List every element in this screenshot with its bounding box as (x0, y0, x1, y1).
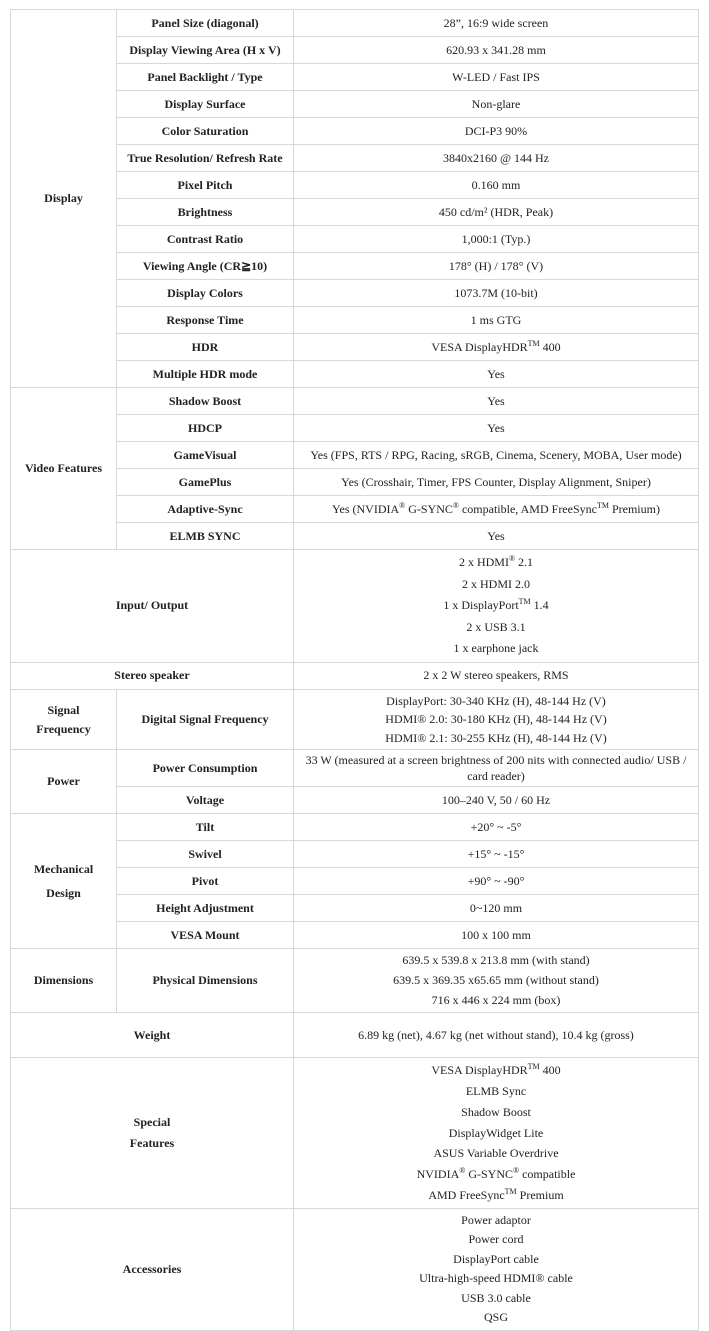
spec-value: 620.93 x 341.28 mm (294, 37, 699, 64)
spec-name: Height Adjustment (117, 895, 294, 922)
spec-value (294, 550, 699, 663)
spec-name: Viewing Angle (CR≧10) (117, 253, 294, 280)
spec-name: Voltage (117, 787, 294, 814)
spec-name: VESA Mount (117, 922, 294, 949)
value-text: VESA DisplayHDR (431, 339, 528, 354)
spec-name: Swivel (117, 841, 294, 868)
category-mechanical-design: Mechanical Design (11, 814, 117, 949)
spec-name: HDCP (117, 415, 294, 442)
spec-name: Display Surface (117, 91, 294, 118)
spec-name: Display Viewing Area (H x V) (117, 37, 294, 64)
spec-value: 6.89 kg (net), 4.67 kg (net without stand), 10.4 kg (gross) (294, 1013, 699, 1058)
table-row (11, 750, 699, 787)
category-special-features: Special Features (11, 1058, 294, 1209)
value-text: Yes (NVIDIA (332, 501, 400, 516)
spec-value (294, 689, 699, 750)
spec-value: Non-glare (294, 91, 699, 118)
spec-name: Pixel Pitch (117, 172, 294, 199)
trademark-mark: TM (504, 1187, 517, 1197)
registered-mark: ® (513, 1166, 520, 1176)
category-display: Display (11, 10, 117, 388)
spec-name: Response Time (117, 307, 294, 334)
spec-value: 0.160 mm (294, 172, 699, 199)
category-video-features: Video Features (11, 388, 117, 550)
value-line: Power adaptor (461, 1212, 531, 1227)
spec-value: 178° (H) / 178° (V) (294, 253, 699, 280)
category-stereo-speaker: Stereo speaker (11, 662, 294, 689)
table-row (11, 1013, 699, 1058)
spec-name: GameVisual (117, 442, 294, 469)
spec-value: 100–240 V, 50 / 60 Hz (294, 787, 699, 814)
spec-name: GamePlus (117, 469, 294, 496)
value-line: DisplayPort cable (453, 1251, 539, 1266)
spec-value: +15° ~ -15° (294, 841, 699, 868)
spec-value: +20° ~ -5° (294, 814, 699, 841)
table-row (11, 1058, 699, 1209)
spec-name: Panel Backlight / Type (117, 64, 294, 91)
spec-value: 28”, 16:9 wide screen (294, 10, 699, 37)
spec-value: 100 x 100 mm (294, 922, 699, 949)
value-line: Ultra-high-speed HDMI® cable (419, 1271, 573, 1286)
value-line: Power cord (468, 1232, 524, 1247)
spec-name: HDR (117, 334, 294, 361)
value-line: 2 x HDMI® 2.1 (458, 554, 534, 569)
category-input-output: Input/ Output (11, 550, 294, 663)
table-row (11, 10, 699, 37)
spec-value: DCI-P3 90% (294, 118, 699, 145)
spec-value: Yes (294, 523, 699, 550)
value-text: compatible, AMD FreeSync (458, 501, 597, 516)
spec-name: True Resolution/ Refresh Rate (117, 145, 294, 172)
value-line: 716 x 446 x 224 mm (box) (431, 992, 561, 1007)
spec-name: Shadow Boost (117, 388, 294, 415)
value-text: Premium) (608, 501, 660, 516)
value-line: QSG (483, 1310, 508, 1325)
trademark-mark: TM (596, 500, 609, 510)
value-line: 1 x earphone jack (453, 641, 539, 656)
category-accessories: Accessories (11, 1208, 294, 1330)
category-signal-frequency: Signal Frequency (11, 689, 117, 750)
value-line: HDMI® 2.0: 30-180 KHz (H), 48-144 Hz (V) (385, 712, 607, 727)
registered-mark: ® (452, 500, 459, 510)
spec-value: Yes (294, 415, 699, 442)
value-line: DisplayPort: 30-340 KHz (H), 48-144 Hz (V) (386, 693, 606, 708)
category-weight: Weight (11, 1013, 294, 1058)
spec-name: Brightness (117, 199, 294, 226)
spec-value: Yes (294, 361, 699, 388)
category-dimensions: Dimensions (11, 949, 117, 1013)
value-line: 2 x HDMI 2.0 (462, 576, 530, 591)
registered-mark: ® (459, 1166, 466, 1176)
spec-value: 3840x2160 @ 144 Hz (294, 145, 699, 172)
spec-table (10, 9, 699, 1331)
spec-name: Display Colors (117, 280, 294, 307)
value-line: USB 3.0 cable (461, 1290, 531, 1305)
spec-value: Yes (294, 388, 699, 415)
value-line: HDMI® 2.1: 30-255 KHz (H), 48-144 Hz (V) (385, 730, 607, 745)
spec-value: 1,000:1 (Typ.) (294, 226, 699, 253)
value-line: ASUS Variable Overdrive (433, 1146, 559, 1161)
spec-value (294, 334, 699, 361)
spec-name: Adaptive-Sync (117, 496, 294, 523)
spec-name: Pivot (117, 868, 294, 895)
registered-mark: ® (508, 554, 516, 563)
table-row (11, 388, 699, 415)
spec-name: Power Consumption (117, 750, 294, 787)
spec-name: Tilt (117, 814, 294, 841)
trademark-mark: TM (527, 1062, 540, 1072)
value-line: NVIDIA® G-SYNC® compatible (416, 1166, 576, 1182)
table-row (11, 689, 699, 750)
value-line: 639.5 x 369.35 x65.65 mm (without stand) (393, 973, 599, 988)
table-row (11, 814, 699, 841)
spec-value: 2 x 2 W stereo speakers, RMS (294, 662, 699, 689)
spec-value (294, 1058, 699, 1209)
trademark-mark: TM (527, 338, 540, 348)
value-line: VESA DisplayHDR™ 400 (431, 1062, 561, 1078)
spec-value: Yes (FPS, RTS / RPG, Racing, sRGB, Cinema, Scenery, MOBA, User mode) (294, 442, 699, 469)
value-line: 1 x DisplayPort™ 1.4 (443, 597, 549, 613)
spec-value: W-LED / Fast IPS (294, 64, 699, 91)
spec-name: Color Saturation (117, 118, 294, 145)
spec-value (294, 949, 699, 1013)
spec-value (294, 1208, 699, 1330)
spec-name: Multiple HDR mode (117, 361, 294, 388)
spec-name: ELMB SYNC (117, 523, 294, 550)
table-row (11, 949, 699, 1013)
category-power: Power (11, 750, 117, 814)
spec-value: 33 W (measured at a screen brightness of 200 nits with connected audio/ USB / card reader) (294, 750, 699, 787)
spec-value: 0~120 mm (294, 895, 699, 922)
spec-value (294, 496, 699, 523)
value-line: AMD FreeSync™ Premium (428, 1187, 564, 1203)
spec-name: Digital Signal Frequency (117, 689, 294, 750)
spec-value: +90° ~ -90° (294, 868, 699, 895)
value-line: ELMB Sync (465, 1084, 527, 1099)
registered-mark: ® (399, 500, 406, 510)
value-line: DisplayWidget Lite (448, 1125, 544, 1140)
value-line: Shadow Boost (461, 1104, 531, 1119)
spec-name: Physical Dimensions (117, 949, 294, 1013)
spec-name: Panel Size (diagonal) (117, 10, 294, 37)
value-line: 2 x USB 3.1 (466, 619, 526, 634)
table-row (11, 662, 699, 689)
spec-name: Contrast Ratio (117, 226, 294, 253)
table-row (11, 550, 699, 663)
value-line: 639.5 x 539.8 x 213.8 mm (with stand) (402, 953, 590, 968)
table-row (11, 1208, 699, 1330)
value-text: 400 (539, 339, 561, 354)
spec-value: 1 ms GTG (294, 307, 699, 334)
spec-value: 1073.7M (10-bit) (294, 280, 699, 307)
spec-value: Yes (Crosshair, Timer, FPS Counter, Display Alignment, Sniper) (294, 469, 699, 496)
spec-value: 450 cd/m² (HDR, Peak) (294, 199, 699, 226)
trademark-mark: TM (518, 597, 531, 607)
value-text: G-SYNC (405, 501, 453, 516)
